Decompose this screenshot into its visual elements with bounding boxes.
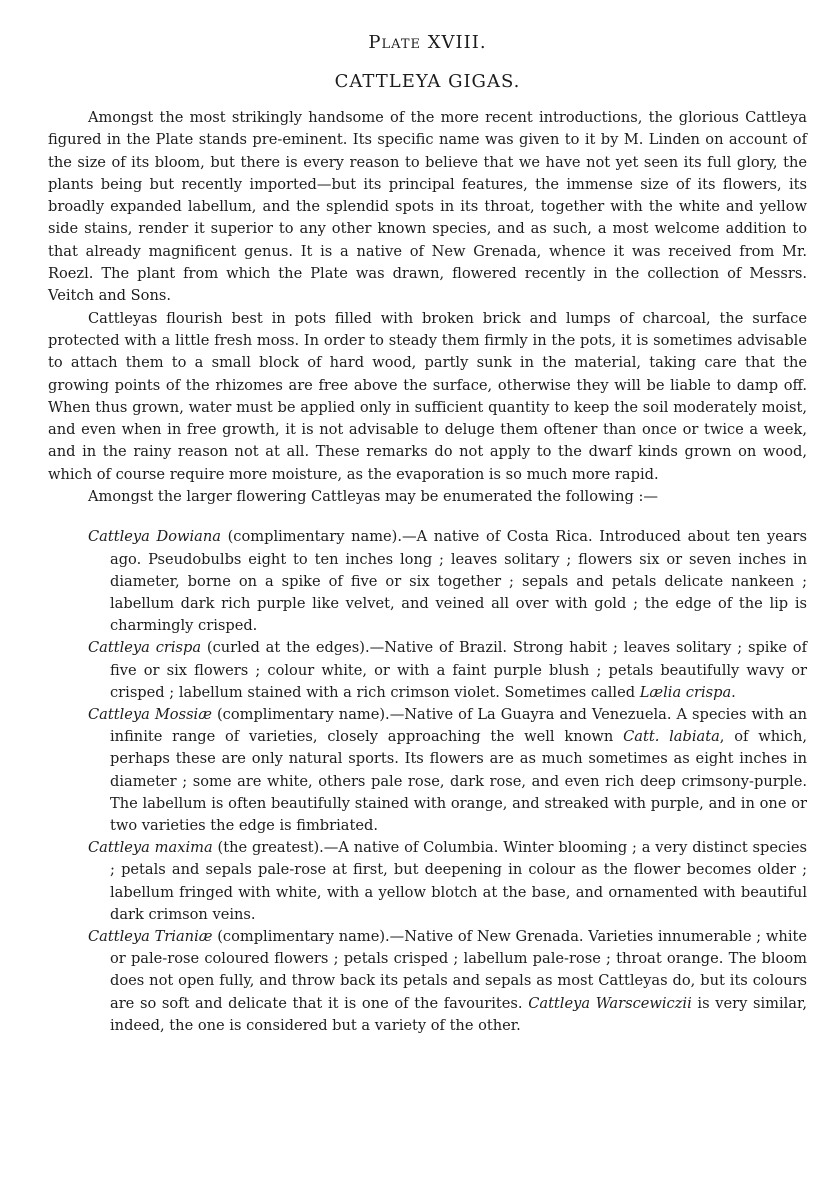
page-title: CATTLEYA GIGAS. xyxy=(334,71,521,92)
cultivation-paragraph: Cattleyas flourish best in pots filled with broken brick and lumps of charcoal, the surface protected with a little fresh moss. In order to steady them firmly in the pots, it is sometimes advisable to attach them to a small block of hard wood, partly sunk in the material, taking care that the growing points of the rhizomes are free above the surface, otherwise they will be liable to damp off. When thus grown, water must be applied only in sufficient quantity to keep the soil moderately moist, and even when in free growth, it is not advisable to deluge them oftener than once or twice a week, and in the rainy reason not at all. These remarks do not apply to the dwarf kinds grown on wood, which of course require more moisture, as the evaporation is so much more rapid. xyxy=(48,309,807,483)
species-name: Cattleya Dowiana xyxy=(88,528,221,546)
plate-number: Plate XVIII. xyxy=(368,32,487,53)
species-description-end: . xyxy=(731,683,736,701)
species-reference: Cattleya Warscewiczii xyxy=(528,994,692,1012)
species-entry-dowiana xyxy=(48,526,807,637)
species-entry-mossiae xyxy=(48,704,807,837)
species-entry-maxima xyxy=(48,837,807,926)
species-description: (complimentary name).—Native of La Guayra and Venezuela. A species with an infinite range of varieties, closely approaching the well known xyxy=(110,705,808,746)
list-intro-paragraph: Amongst the larger flowering Cattleyas may be enumerated the following :— xyxy=(88,488,659,506)
species-name: Cattleya Trianiæ xyxy=(88,928,213,945)
species-description: (complimentary name).—A native of Costa Rica. Introduced about ten years ago. Pseudobulbs eight to ten inches long ; leaves solitary ; flowers six or seven inches in diameter, borne on a spike of five or six together ; sepals and petals delicate nankeen ; labellum dark rich purple like velvet, and veined all over with gold ; the edge of the lip is charmingly crisped. xyxy=(110,528,807,635)
species-description: (the greatest).—A native of Columbia. Winter blooming ; a very distinct species ; petals and sepals pale-rose at first, but deepening in colour as the flower becomes older ; labellum fringed with white, with a yellow blotch at the base, and ornamented with beautiful dark crimson veins. xyxy=(110,839,807,923)
species-name: Cattleya maxima xyxy=(88,839,213,857)
species-entry-trianiae xyxy=(48,926,807,1037)
species-reference: Catt. labiata xyxy=(623,728,720,746)
species-name: Cattleya Mossiæ xyxy=(88,705,212,723)
species-description: (complimentary name).—Native of New Grenada. Varieties innumerable ; white or pale-rose coloured flowers ; petals crisped ; labellum pale-rose ; throat orange. The bloom does not open fully, and throw back its petals and sepals as most Cattleyas do, but its colours are so soft and delicate that it is one of the favourites. xyxy=(110,928,807,1012)
species-description-end: , of which, perhaps these are only natural sports. Its flowers are as much sometimes as eight inches in diameter ; some are white, others pale rose, dark rose, and even rich deep crimsony-purple. The labellum is often beautifully stained with orange, and streaked with purple, and in one or two varieties the edge is fimbriated. xyxy=(110,728,807,834)
species-synonym: Lælia crispa xyxy=(639,683,732,701)
species-description: (curled at the edges).—Native of Brazil. Strong habit ; leaves solitary ; spike of five or six flowers ; colour white, or with a faint purple blush ; petals beautifully wavy or crisped ; labellum stained with a rich crimson violet. Sometimes called xyxy=(110,639,807,701)
intro-paragraph: Amongst the most strikingly handsome of the more recent introductions, the glorious Cattleya figured in the Plate stands pre-eminent. Its specific name was given to it by M. Linden on account of the size of its bloom, but there is every reason to believe that we have not yet seen its full glory, the plants being but recently imported—but its principal features, the immense size of its flowers, its broadly expanded labellum, and the splendid spots in its throat, together with the white and yellow side stains, render it superior to any other known species, and as such, a most welcome addition to that already magnificent genus. It is a native of New Grenada, whence it was received from Mr. Roezl. The plant from which the Plate was drawn, flowered recently in the collection of Messrs. Veitch and Sons. xyxy=(48,109,807,305)
species-entry-crispa xyxy=(48,637,807,704)
species-description-end: is very similar, indeed, the one is considered but a variety of the other. xyxy=(110,994,807,1034)
species-name: Cattleya crispa xyxy=(88,639,202,657)
species-list xyxy=(48,526,807,1037)
